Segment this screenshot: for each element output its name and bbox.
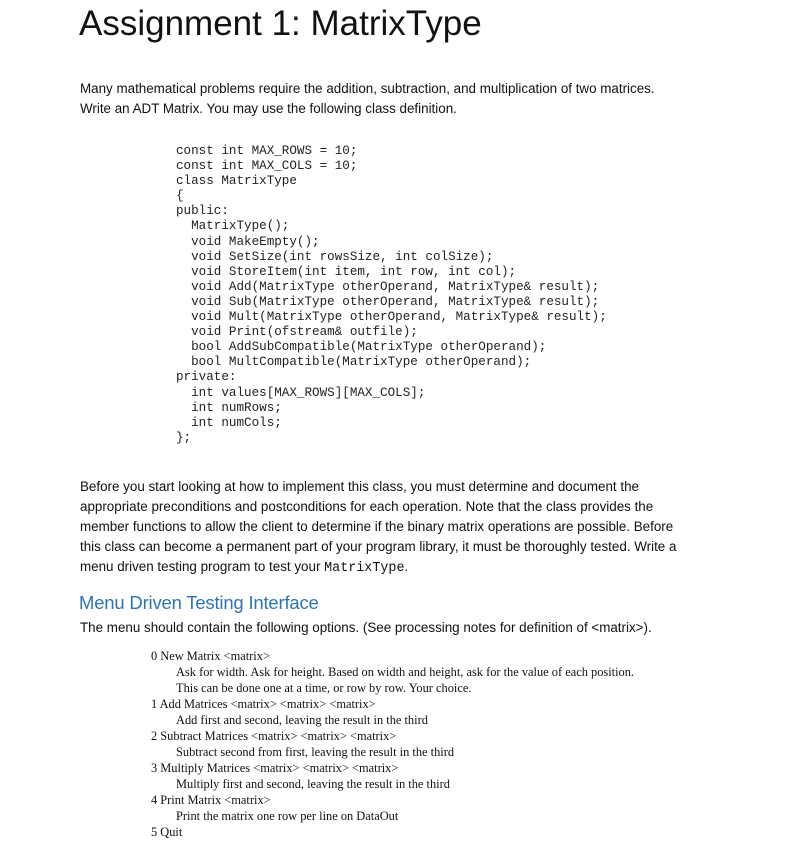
intro-line: Many mathematical problems require the addition, subtraction, and multiplication of two matrices. (80, 81, 655, 96)
code-line: void Mult(MatrixType otherOperand, MatrixType& result); (176, 310, 607, 325)
menu-option-quit (151, 824, 634, 840)
menu-option-label: 1 Add Matrices <matrix> <matrix> <matrix> (151, 697, 376, 711)
page-title: Assignment 1: MatrixType (79, 4, 482, 43)
code-line: MatrixType(); (176, 219, 290, 234)
code-line: int numRows; (176, 400, 282, 415)
code-line: void StoreItem(int item, int row, int col); (176, 264, 517, 279)
menu-option-print-matrix (151, 792, 634, 824)
inline-code-classname: MatrixType (324, 561, 405, 576)
menu-option-new-matrix (151, 648, 634, 696)
section-heading: Menu Driven Testing Interface (79, 592, 319, 613)
menu-option-label: 5 Quit (151, 825, 183, 839)
code-line: int numCols; (176, 415, 282, 430)
menu-option-add-matrices (151, 696, 634, 728)
menu-option-detail: Print the matrix one row per line on DataOut (176, 809, 399, 823)
body-line: appropriate preconditions and postconditions for each operation. Note that the class provides the (80, 499, 654, 514)
code-line: { (176, 189, 184, 204)
menu-option-label: 2 Subtract Matrices <matrix> <matrix> <matrix> (151, 729, 397, 743)
menu-option-detail: Ask for width. Ask for height. Based on width and height, ask for the value of each position. (176, 665, 635, 679)
menu-option-subtract-matrices (151, 728, 634, 760)
body-line: member functions to allow the client to determine if the binary matrix operations are possible. Before (80, 519, 674, 534)
intro-line: Write an ADT Matrix. You may use the following class definition. (80, 101, 457, 116)
intro-paragraph (80, 79, 655, 119)
code-line: void Add(MatrixType otherOperand, MatrixType& result); (176, 279, 600, 294)
code-line: void Print(ofstream& outfile); (176, 325, 418, 340)
code-line: const int MAX_ROWS = 10; (176, 144, 358, 158)
menu-intro: The menu should contain the following options. (See processing notes for definition of <matrix>). (80, 620, 652, 635)
code-line: const int MAX_COLS = 10; (176, 159, 358, 174)
menu-options-list (151, 648, 634, 840)
code-line: bool MultCompatible(MatrixType otherOperand); (176, 355, 532, 370)
body-line: menu driven testing program to test your (80, 559, 325, 574)
code-line: void MakeEmpty(); (176, 234, 320, 249)
code-line: int values[MAX_ROWS][MAX_COLS]; (176, 385, 426, 400)
body-line: Before you start looking at how to implement this class, you must determine and document the (80, 479, 639, 494)
menu-option-multiply-matrices (151, 760, 634, 792)
menu-option-detail: This can be done one at a time, or row by row. Your choice. (176, 681, 472, 695)
body-line: this class can become a permanent part of your program library, it must be thoroughly tested. Write a (80, 539, 677, 554)
code-line: }; (176, 430, 192, 445)
code-line: void SetSize(int rowsSize, int colSize); (176, 249, 494, 264)
body-line-end: . (404, 559, 409, 574)
code-line: public: (176, 204, 229, 219)
menu-option-detail: Multiply first and second, leaving the result in the third (176, 777, 450, 791)
menu-option-label: 0 New Matrix <matrix> (151, 649, 270, 663)
body-paragraph (80, 477, 676, 579)
class-definition-code (176, 144, 607, 446)
menu-option-label: 4 Print Matrix <matrix> (151, 793, 271, 807)
menu-option-detail: Add first and second, leaving the result in the third (176, 713, 428, 727)
code-line: class MatrixType (176, 174, 297, 189)
code-line: void Sub(MatrixType otherOperand, MatrixType& result); (176, 294, 600, 309)
code-line: private: (176, 370, 237, 385)
menu-option-detail: Subtract second from first, leaving the result in the third (176, 745, 455, 759)
menu-option-label: 3 Multiply Matrices <matrix> <matrix> <matrix> (151, 761, 399, 775)
code-line: bool AddSubCompatible(MatrixType otherOperand); (176, 340, 547, 355)
